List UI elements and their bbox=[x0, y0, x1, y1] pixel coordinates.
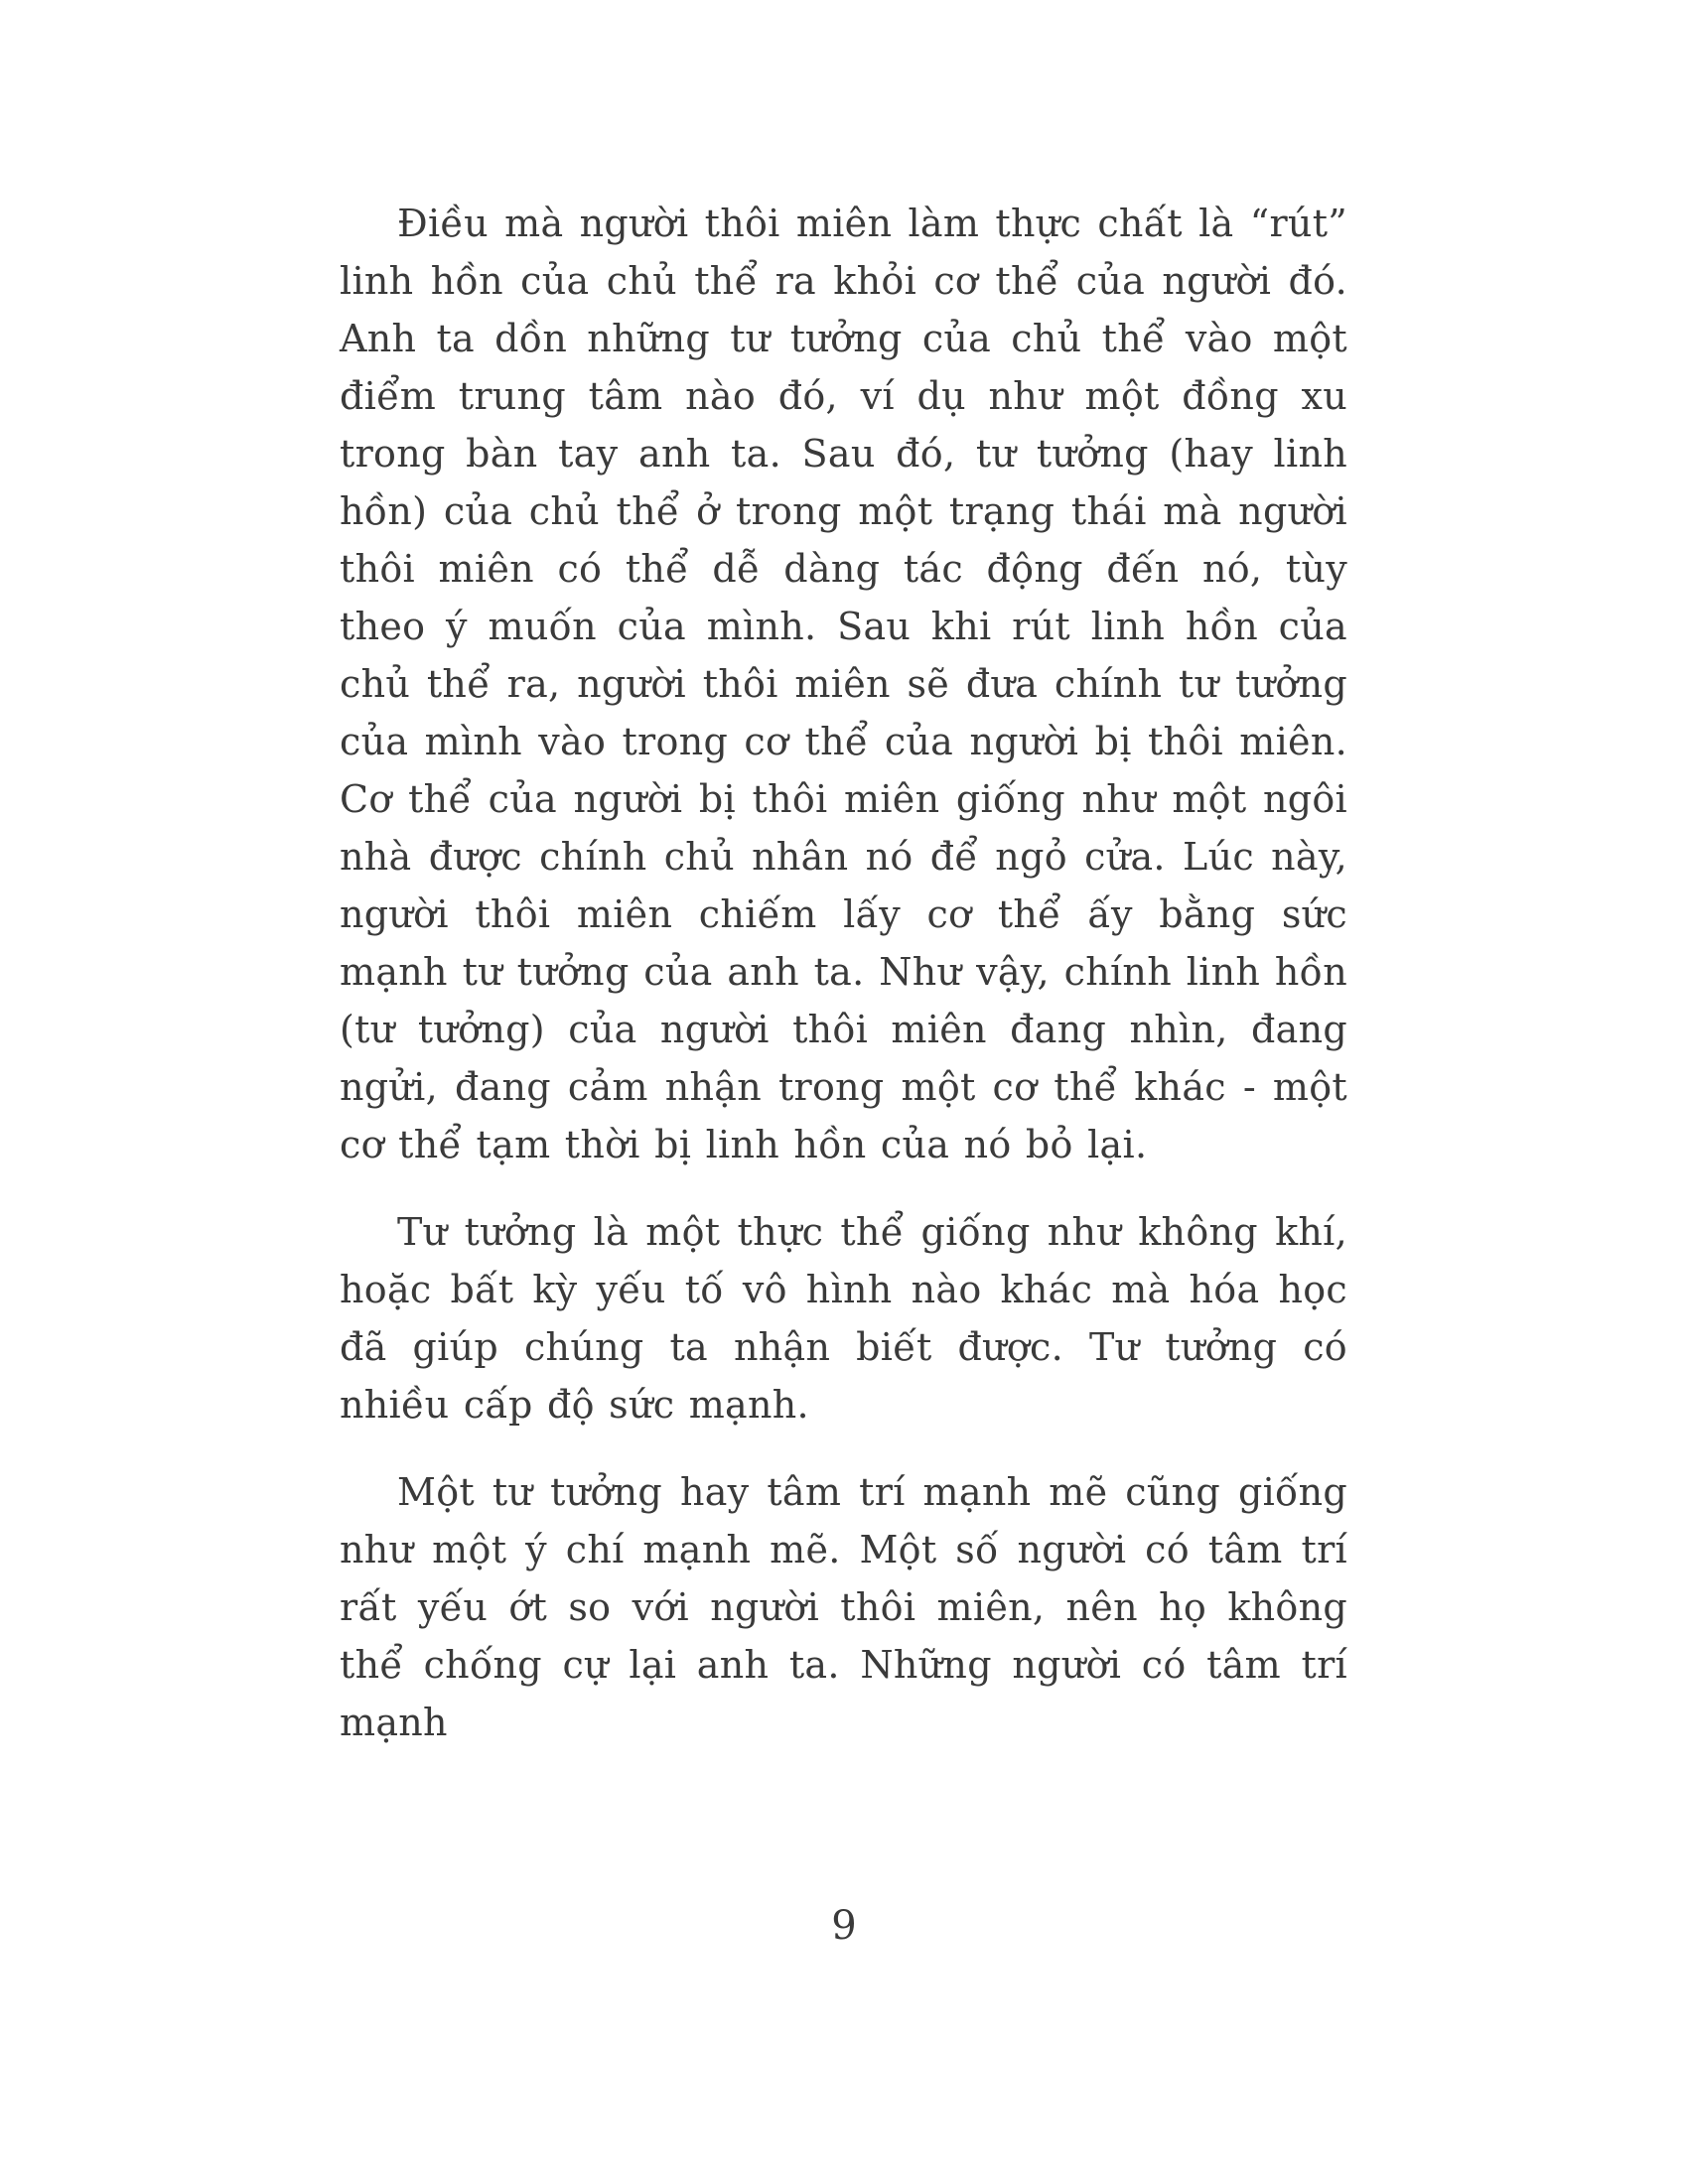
paragraph-strong-mind: Một tư tưởng hay tâm trí mạnh mẽ cũng giống như một ý chí mạnh mẽ. Một số người có tâm trí rất yếu ớt so với người thôi miên, nên họ không thể chống cự lại anh ta. Những người có tâm trí mạnh bbox=[340, 1470, 1347, 1744]
paragraph-hypnotist-soul: Điều mà người thôi miên làm thực chất là “rút” linh hồn của chủ thể ra khỏi cơ thể của người đó. Anh ta dồn những tư tưởng của chủ thể vào một điểm trung tâm nào đó, ví dụ như một đồng xu trong bàn tay anh ta. Sau đó, tư tưởng (hay linh hồn) của chủ thể ở trong một trạng thái mà người thôi miên có thể dễ dàng tác động đến nó, tùy theo ý muốn của mình. Sau khi rút linh hồn của chủ thể ra, người thôi miên sẽ đưa chính tư tưởng của mình vào trong cơ thể của người bị thôi miên. Cơ thể của người bị thôi miên giống như một ngôi nhà được chính chủ nhân nó để ngỏ cửa. Lúc này, người thôi miên chiếm lấy cơ thể ấy bằng sức mạnh tư tưởng của anh ta. Như vậy, chính linh hồn (tư tưởng) của người thôi miên đang nhìn, đang ngửi, đang cảm nhận trong một cơ thể khác - một cơ thể tạm thời bị linh hồn của nó bỏ lại. bbox=[340, 202, 1347, 1166]
text-block bbox=[340, 195, 1347, 1781]
page-number: 9 bbox=[831, 1903, 857, 1949]
paragraph-thought-entity: Tư tưởng là một thực thể giống như không khí, hoặc bất kỳ yếu tố vô hình nào khác mà hóa học đã giúp chúng ta nhận biết được. Tư tưởng có nhiều cấp độ sức mạnh. bbox=[340, 1210, 1347, 1427]
